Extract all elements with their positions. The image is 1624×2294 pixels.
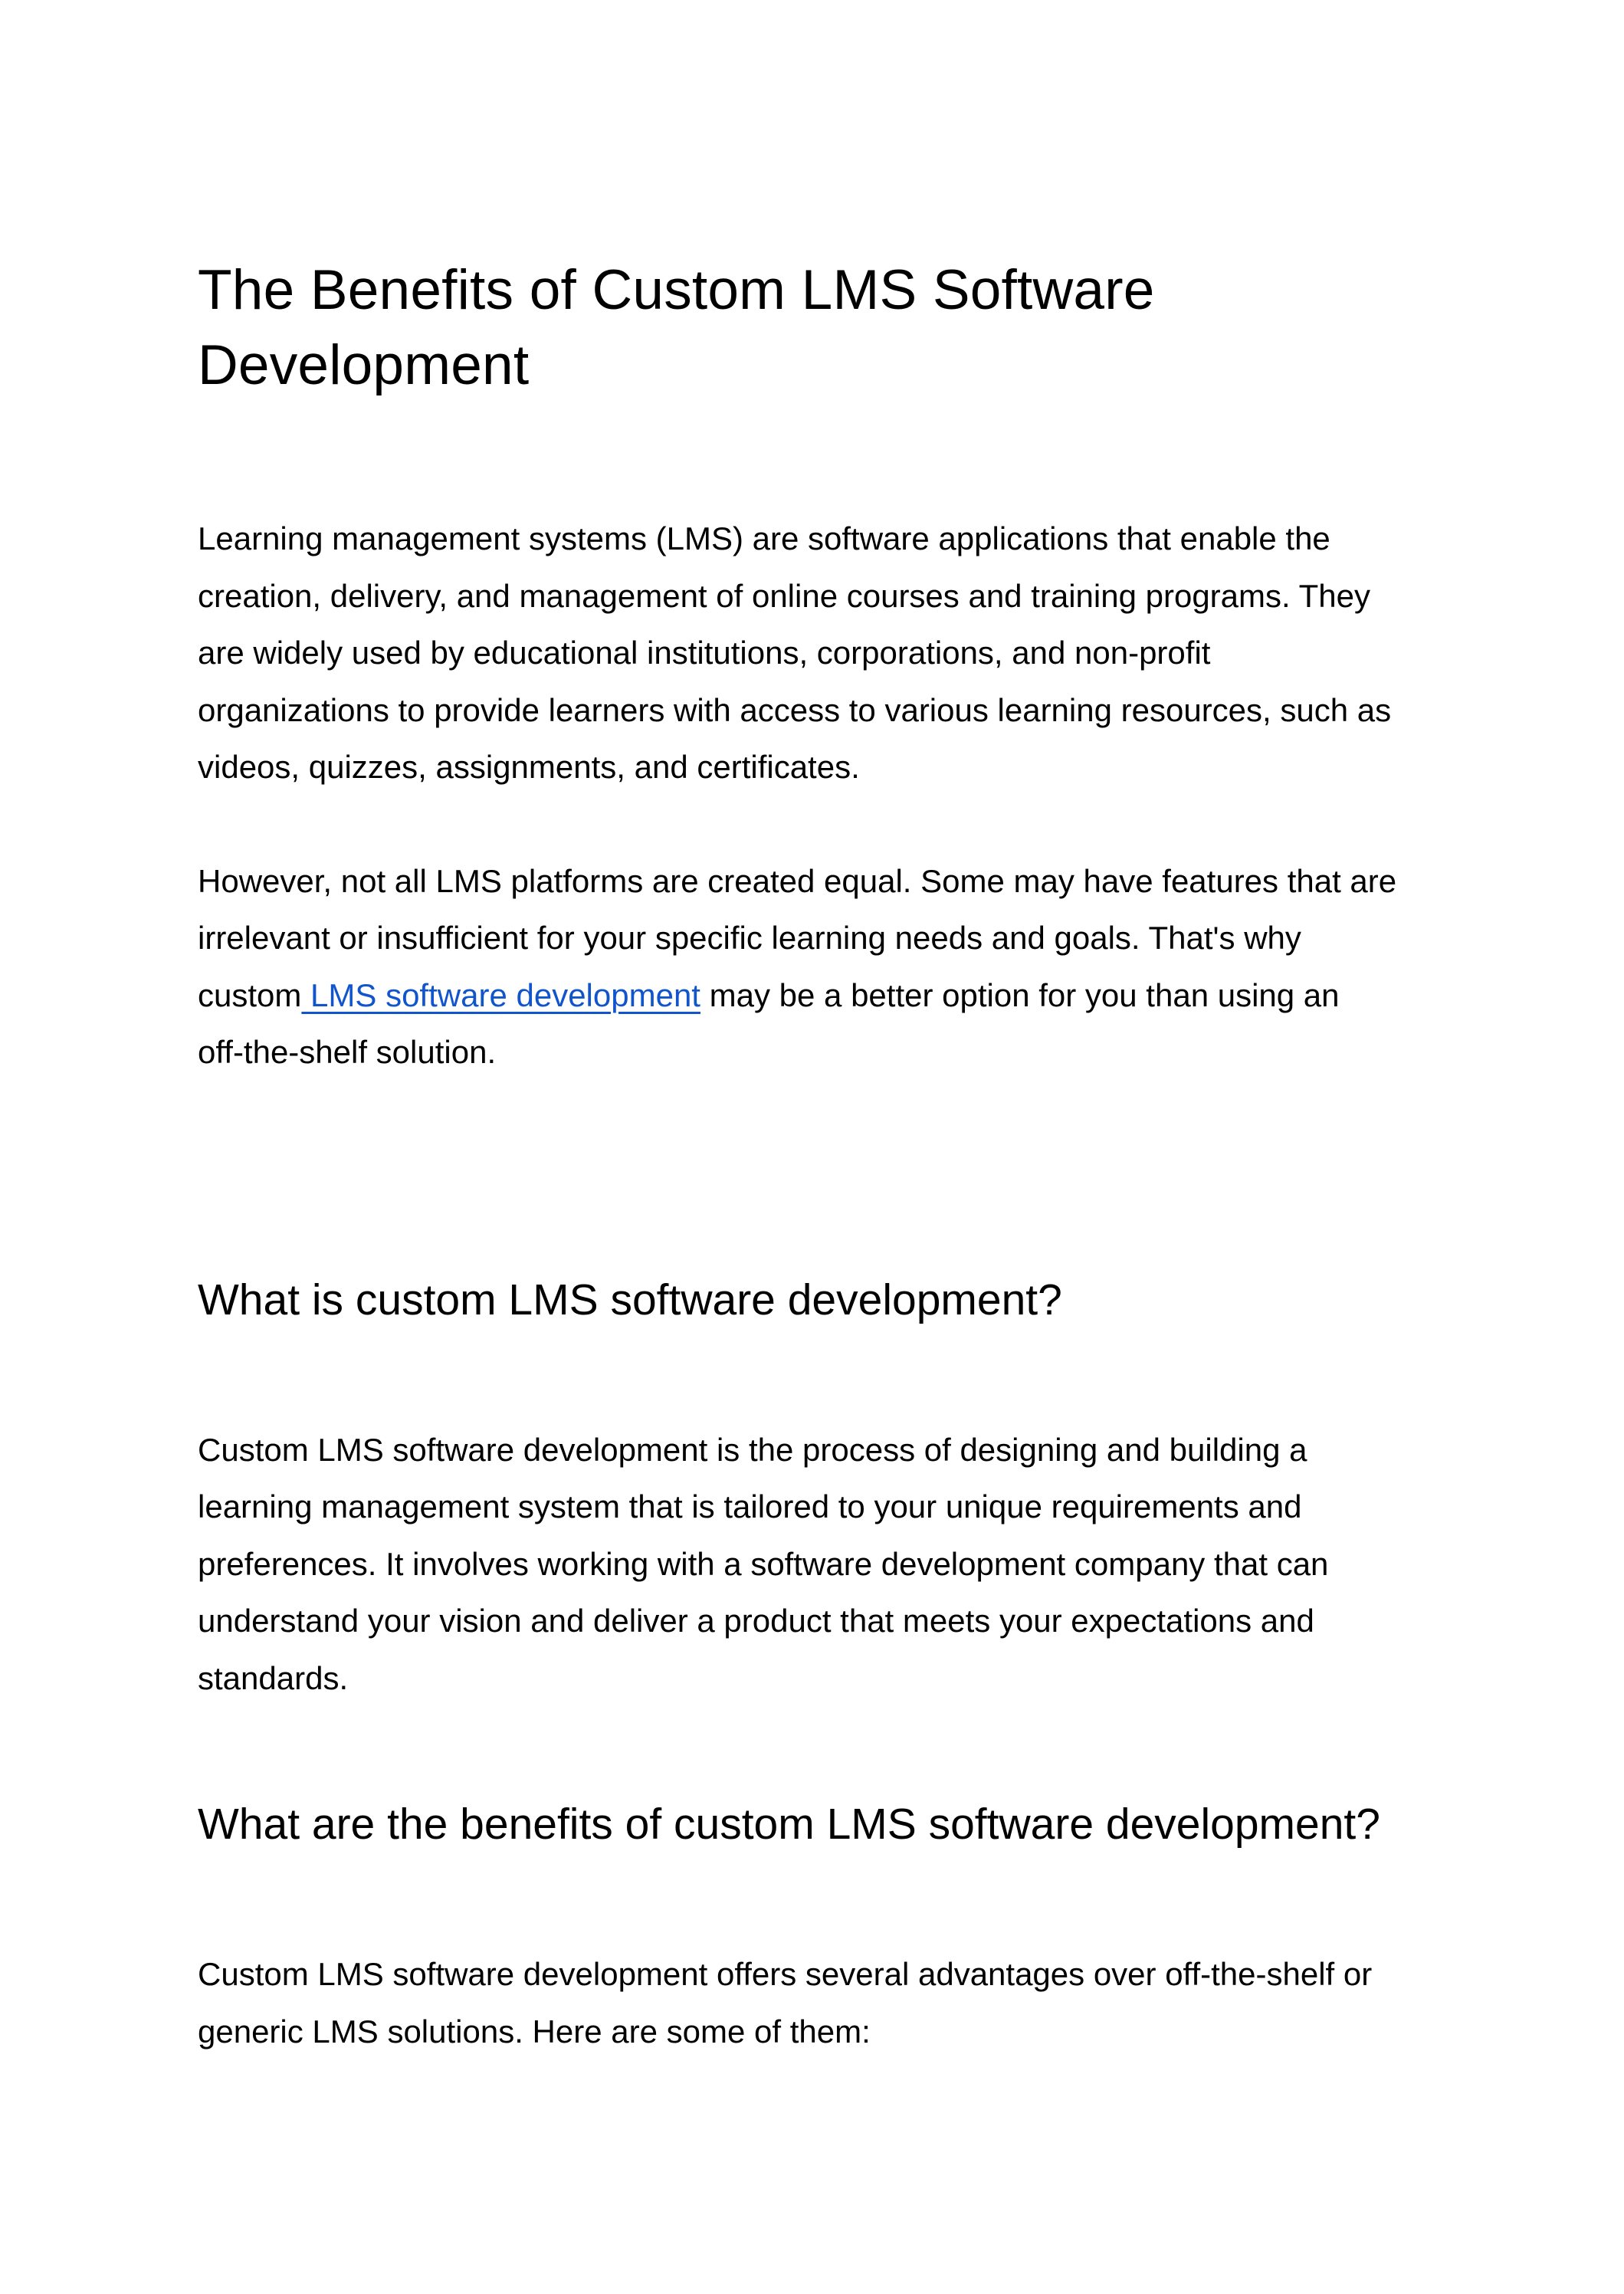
intro-paragraph: Learning management systems (LMS) are software applications that enable the creation, delivery, and management of online courses and training programs. They are widely used by educational institutions, corporations, and non-profit organizations to provide learners with access to various learning resources, such as videos, quizzes, assignments, and certificates. <box>198 520 1392 785</box>
document-body <box>198 253 1432 2060</box>
what-is-heading: What is custom LMS software development? <box>198 1275 1062 1324</box>
however-text-after-link: may be a better option for you than using an off-the-shelf solution. <box>198 976 1340 1070</box>
however-paragraph <box>198 853 1432 1081</box>
document-title: The Benefits of Custom LMS Software Development <box>198 259 1155 396</box>
benefits-heading: What are the benefits of custom LMS software development? <box>198 1800 1380 1849</box>
lms-software-development-link[interactable]: LMS software development <box>301 976 700 1013</box>
benefits-paragraph: Custom LMS software development offers several advantages over off-the-shelf or generic LMS solutions. Here are some of them: <box>198 1956 1373 2050</box>
however-text-before-link: However, not all LMS platforms are created equal. Some may have features that are irrelevant or insufficient for your specific learning needs and goals. That's why custom <box>198 862 1397 1013</box>
what-is-paragraph: Custom LMS software development is the process of designing and building a learning management system that is tailored to your unique requirements and preferences. It involves working with a software development company that can understand your vision and deliver a product that meets your expectations and standards. <box>198 1431 1329 1696</box>
